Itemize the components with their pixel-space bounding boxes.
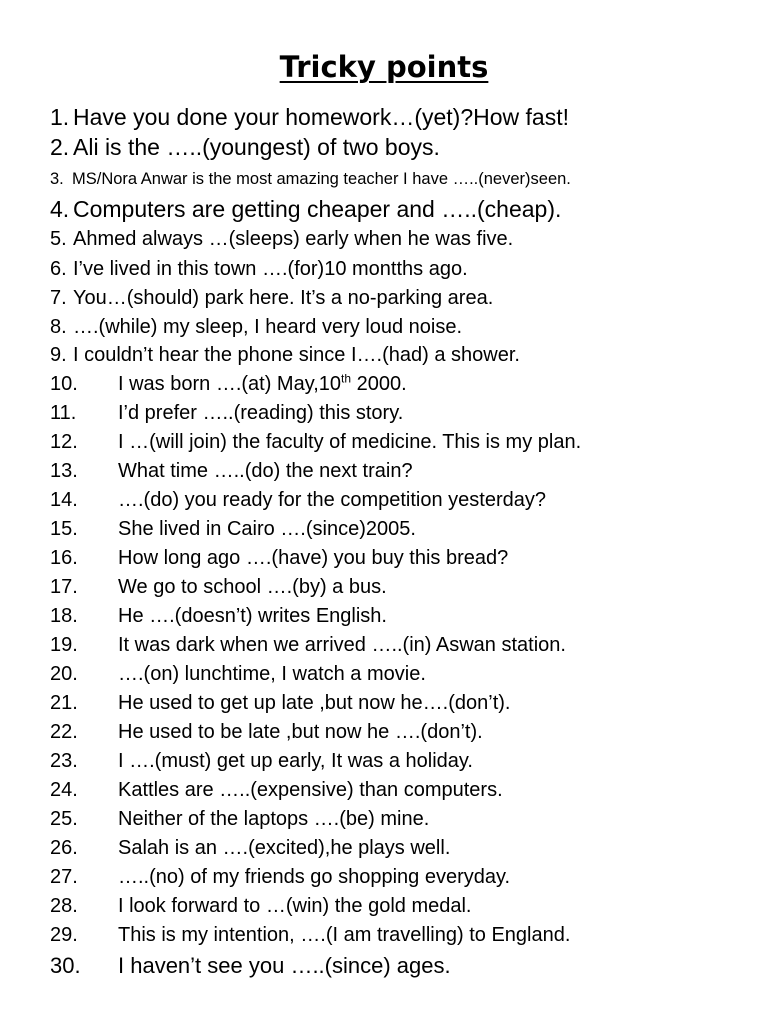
item-text: I haven’t see you …..(since) ages.	[118, 953, 451, 978]
item-number: 13.	[50, 460, 78, 482]
item-number: 2.	[50, 134, 70, 160]
item-text: Ali is the …..(youngest) of two boys.	[73, 134, 440, 160]
item-number: 1.	[50, 104, 70, 130]
item-text: It was dark when we arrived …..(in) Aswan station.	[118, 634, 566, 656]
item-text: ….(on) lunchtime, I watch a movie.	[118, 663, 426, 685]
item-number: 7.	[50, 287, 67, 309]
item-text: Salah is an ….(excited),he plays well.	[118, 837, 451, 859]
item-text: Have you done your homework…(yet)?How fast!	[73, 104, 569, 130]
item-text: I’d prefer …..(reading) this story.	[118, 402, 404, 424]
item-number: 17.	[50, 576, 78, 598]
page-title: Tricky points	[279, 50, 489, 84]
item-text: MS/Nora Anwar is the most amazing teacher I have …..(never)seen.	[72, 170, 571, 188]
item-number: 26.	[50, 837, 78, 859]
item-number: 4.	[50, 196, 70, 222]
item-text: Computers are getting cheaper and …..(cheap).	[73, 196, 562, 222]
item-number: 28.	[50, 895, 78, 917]
item-text: This is my intention, ….(I am travelling) to England.	[118, 924, 571, 946]
item-text: I …(will join) the faculty of medicine. This is my plan.	[118, 431, 582, 453]
item-number: 30.	[50, 953, 81, 978]
item-number: 21.	[50, 692, 78, 714]
item-text: Ahmed always …(sleeps) early when he was five.	[73, 228, 514, 250]
item-text: We go to school ….(by) a bus.	[118, 576, 387, 598]
item-number: 9.	[50, 344, 67, 366]
item-number: 3.	[50, 170, 64, 188]
item-text: I ….(must) get up early, It was a holiday.	[118, 750, 473, 772]
item-number: 15.	[50, 518, 78, 540]
item-number: 10.	[50, 373, 78, 395]
item-number: 18.	[50, 605, 78, 627]
item-number: 16.	[50, 547, 78, 569]
item-number: 27.	[50, 866, 78, 888]
item-number: 11.	[50, 402, 77, 424]
item-number: 12.	[50, 431, 78, 453]
item-number: 19.	[50, 634, 78, 656]
item-number: 22.	[50, 721, 78, 743]
item-text: I was born ….(at) May,10th 2000.	[118, 371, 407, 395]
item-number: 24.	[50, 779, 78, 801]
item-number: 29.	[50, 924, 78, 946]
item-number: 25.	[50, 808, 78, 830]
item-number: 6.	[50, 258, 67, 280]
item-number: 23.	[50, 750, 78, 772]
item-text: I’ve lived in this town ….(for)10 montths ago.	[73, 258, 468, 280]
item-text: Kattles are …..(expensive) than computers.	[118, 779, 503, 801]
item-number: 20.	[50, 663, 78, 685]
item-text: What time …..(do) the next train?	[118, 460, 413, 482]
item-number: 5.	[50, 228, 67, 250]
item-text: I look forward to …(win) the gold medal.	[118, 895, 472, 917]
item-text: He used to be late ,but now he ….(don’t).	[118, 721, 483, 743]
item-text: …..(no) of my friends go shopping everyday.	[118, 866, 511, 888]
item-text: ….(while) my sleep, I heard very loud noise.	[73, 316, 463, 338]
item-text: Neither of the laptops ….(be) mine.	[118, 808, 430, 830]
item-number: 14.	[50, 489, 78, 511]
item-text: She lived in Cairo ….(since)2005.	[118, 518, 416, 540]
item-text: ….(do) you ready for the competition yesterday?	[118, 489, 546, 511]
item-text: I couldn’t hear the phone since I….(had) a shower.	[73, 344, 520, 366]
superscript: th	[341, 371, 352, 386]
item-number: 8.	[50, 316, 67, 338]
item-text: How long ago ….(have) you buy this bread?	[118, 547, 509, 569]
item-text: He used to get up late ,but now he….(don’t).	[118, 692, 511, 714]
item-text: You…(should) park here. It’s a no-parking area.	[73, 287, 494, 309]
item-text: He ….(doesn’t) writes English.	[118, 605, 387, 627]
